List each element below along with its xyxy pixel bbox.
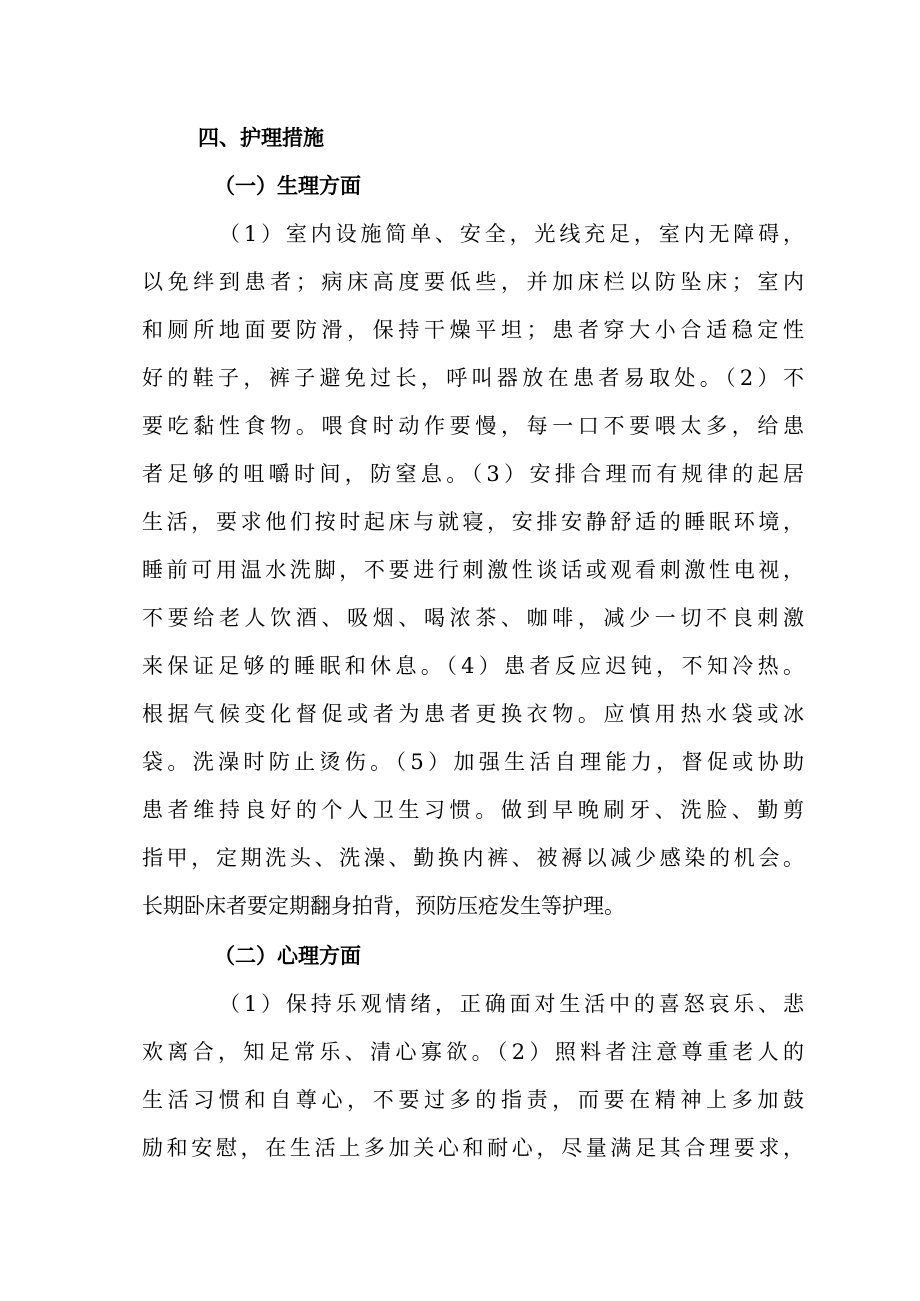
section-title: 四、护理措施 [198,125,324,150]
paragraph-line: 患者维持良好的个人卫生习惯。做到早晚刷牙、洗脸、勤剪 [142,798,804,822]
paragraph-line: 不要给老人饮酒、吸烟、喝浓茶、咖啡，减少一切不良刺激 [142,606,804,630]
paragraph-line-last: 长期卧床者要定期翻身拍背，预防压疮发生等护理。 [142,894,625,918]
paragraph-line: 好的鞋子，裤子避免过长，呼叫器放在患者易取处。（2）不 [142,366,804,390]
paragraph-line: 袋。洗澡时防止烫伤。（5）加强生活自理能力，督促或协助 [142,750,804,774]
paragraph-line: 励和安慰，在生活上多加关心和耐心，尽量满足其合理要求， [142,1136,804,1160]
paragraph-line: 来保证足够的睡眠和休息。（4）患者反应迟钝，不知冷热。 [142,654,804,678]
paragraph-line: （1）室内设施简单、安全，光线充足，室内无障碍， [219,222,804,246]
subsection-title-psychological: （二）心理方面 [214,943,361,968]
paragraph-line: 指甲，定期洗头、洗澡、勤换内裤、被褥以减少感染的机会。 [142,846,804,870]
paragraph-line: （1）保持乐观情绪，正确面对生活中的喜怒哀乐、悲 [219,992,804,1016]
paragraph-line: 根据气候变化督促或者为患者更换衣物。应慎用热水袋或冰 [142,702,804,726]
paragraph-line: 要吃黏性食物。喂食时动作要慢，每一口不要喂太多，给患 [142,414,804,438]
paragraph-line: 睡前可用温水洗脚，不要进行刺激性谈话或观看刺激性电视， [142,558,804,582]
subsection-title-physiological: （一）生理方面 [214,173,361,198]
paragraph-line: 生活，要求他们按时起床与就寝，安排安静舒适的睡眠环境， [142,510,804,534]
paragraph-line: 以免绊到患者；病床高度要低些，并加床栏以防坠床；室内 [142,270,804,294]
paragraph-line: 欢离合，知足常乐、清心寡欲。（2）照料者注意尊重老人的 [142,1040,804,1064]
paragraph-line: 生活习惯和自尊心，不要过多的指责，而要在精神上多加鼓 [142,1088,804,1112]
paragraph-line: 和厕所地面要防滑，保持干燥平坦；患者穿大小合适稳定性 [142,318,804,342]
paragraph-line: 者足够的咀嚼时间，防窒息。（3）安排合理而有规律的起居 [142,462,804,486]
